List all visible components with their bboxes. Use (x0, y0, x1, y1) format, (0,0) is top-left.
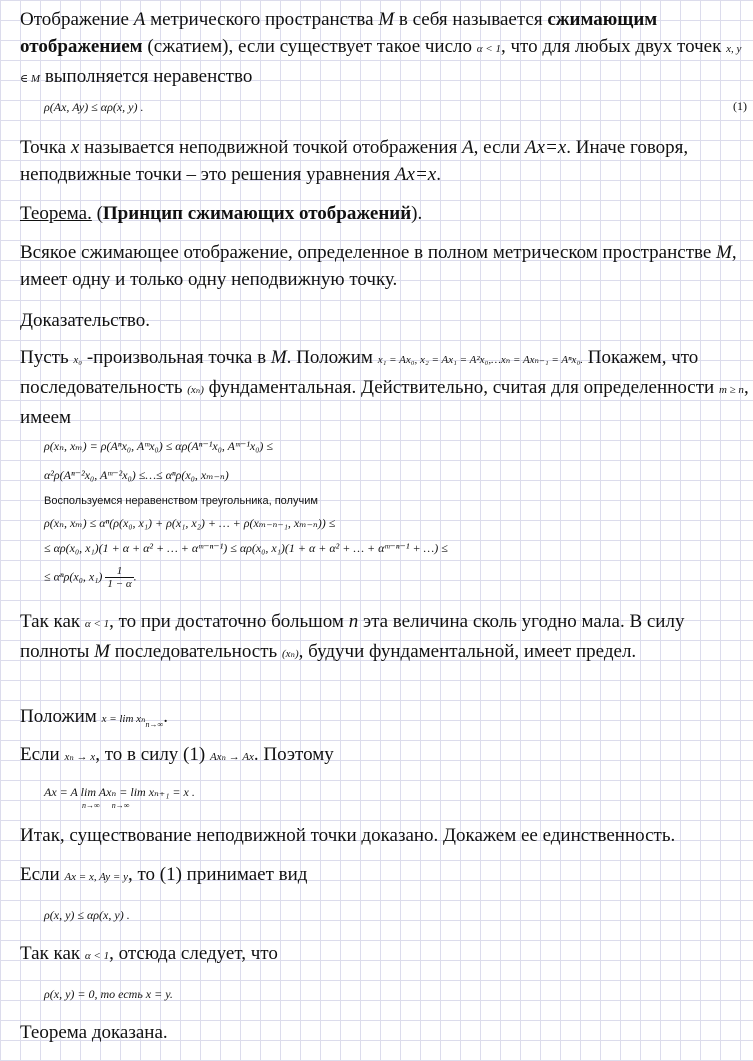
paragraph-contraction-definition (20, 6, 750, 93)
text: последовательность (109, 641, 282, 662)
paragraph-set-limit (20, 703, 750, 738)
text: . (163, 706, 168, 727)
formula-Ax-eq-x: Ax=x (394, 164, 437, 185)
theorem-statement (20, 239, 750, 293)
equation-2 (44, 782, 195, 810)
theorem-title: Принцип сжимающих отображений (102, 203, 412, 224)
text: , отсюда следует, что (109, 943, 278, 964)
formula-sequence: x₁ = Ax₀, x₂ = Ax₁ = A²x₀,…xₙ = Axₙ₋₁ = Aⁿx₀. (377, 354, 584, 366)
fraction-denominator: 1 − α (107, 578, 132, 590)
formula-alpha-lt-1: α < 1 (84, 950, 110, 962)
text: в себя называется (394, 9, 548, 30)
equation-3: ρ(x, y) ≤ αρ(x, y) . (44, 908, 130, 922)
derivation-line-5: ≤ αρ(x₀, x₁)(1 + α + α² + … + αᵐ⁻ⁿ⁻¹) ≤ αρ(x₀, x₁)(1 + α + α² + … + αᵐ⁻ⁿ⁻¹ + …) ≤ (44, 541, 448, 555)
equation-2-subscripts: n→∞ n→∞ (82, 801, 130, 810)
equation-1 (44, 97, 143, 117)
derivation-line-2: α²ρ(Aⁿ⁻²x₀, Aᵐ⁻²x₀) ≤…≤ αⁿρ(x₀, xₘ₋ₙ) (44, 468, 229, 482)
text: , то (1) принимает вид (127, 864, 308, 885)
symbol-n: n (348, 611, 359, 632)
equation-1-number: (1) (733, 99, 747, 113)
text: Если (20, 744, 65, 765)
formula-xn-to-x: xₙ → x (64, 751, 96, 763)
term-contraction-mapping: сжимающим отображением (20, 9, 658, 57)
text: . Поэтому (253, 744, 334, 765)
symbol-x: x (70, 137, 80, 158)
text: выполняется неравенство (40, 66, 253, 87)
text: , имеет одну и только одну неподвижную точку. (20, 242, 737, 290)
text: (сжатием), если существует такое число (142, 36, 477, 57)
formula-Axn-to-Ax: Axₙ → Ax (209, 751, 254, 763)
equation-1-text: ρ(Ax, Ay) ≤ αρ(x, y) . (44, 100, 144, 114)
symbol-A: A (133, 9, 146, 30)
equation-2-text: Ax = A lim Axₙ = lim xₙ₊₁ = x . (44, 785, 195, 799)
symbol-M: M (378, 9, 395, 30)
text: метрического пространства (145, 9, 379, 30)
text: . (436, 164, 441, 185)
text: Так как (20, 611, 85, 632)
text: Так как (20, 943, 85, 964)
paragraph-fixed-point (20, 134, 750, 188)
symbol-A: A (462, 137, 474, 158)
fraction (105, 565, 133, 590)
text: , что для любых двух точек (500, 36, 727, 57)
text: Положим (20, 706, 102, 727)
text: Если (20, 864, 65, 885)
formula-alpha-lt-1: α < 1 (84, 618, 110, 630)
derivation-line-6-text: ≤ αⁿρ(x₀, x₁) (44, 569, 103, 584)
text: Отображение (20, 9, 134, 30)
text: Пусть (20, 347, 74, 368)
paragraph-limit-exists (20, 608, 750, 668)
text: фундаментальная. Действительно, считая для определенности (203, 377, 719, 398)
symbol-M: M (94, 641, 110, 662)
text: , имеем (20, 377, 749, 428)
theorem-proved: Теорема доказана. (20, 1022, 168, 1043)
formula-m-ge-n: m ≥ n (718, 384, 744, 396)
text: ). (411, 203, 423, 224)
text: , то при достаточно большом (109, 611, 349, 632)
text: , будучи фундаментальной, имеет предел. (298, 641, 637, 662)
limit-subscript: n→∞ (145, 719, 164, 729)
formula-xn: (xₙ) (281, 648, 299, 660)
symbol-M: M (270, 347, 287, 368)
theorem-heading (20, 200, 750, 227)
formula-alpha-lt-1: α < 1 (476, 43, 501, 55)
formula-Ax-eq-x: Ax=x (524, 137, 567, 158)
paragraph-sequence (20, 344, 750, 431)
equation-4: ρ(x, y) = 0, то есть x = y. (44, 987, 173, 1001)
formula-xy-in-M: x, y ∈ M (20, 43, 742, 85)
text: Покажем, что последовательность (20, 347, 699, 398)
text: эта величина сколь угодно мала. В силу полноты (20, 611, 685, 662)
derivation-line-1: ρ(xₙ, xₘ) = ρ(Aⁿx₀, Aᵐx₀) ≤ αρ(Aⁿ⁻¹x₀, Aᵐ⁻¹x₀) ≤ (44, 439, 274, 453)
text: называется неподвижной точкой отображения (79, 137, 463, 158)
text: -произвольная точка в (82, 347, 271, 368)
proof-label: Доказательство. (20, 310, 150, 331)
text: Всякое сжимающее отображение, определенное в полном метрическом пространстве (20, 242, 717, 263)
paragraph-continuity (20, 741, 750, 771)
paragraph-conclusion (20, 940, 750, 970)
text: . (133, 569, 137, 584)
text: . Иначе говоря, неподвижные точки – это решения уравнения (20, 137, 689, 185)
derivation-line-6 (44, 565, 137, 590)
text: . Положим (286, 347, 378, 368)
text: , то в силу (1) (95, 744, 210, 765)
paragraph-existence-proved: Итак, существование неподвижной точки доказано. Докажем ее единственность. (20, 825, 676, 846)
derivation-line-4: ρ(xₙ, xₘ) ≤ αⁿ(ρ(x₀, x₁) + ρ(x₁, x₂) + … + ρ(xₘ₋ₙ₋₁, xₘ₋ₙ)) ≤ (44, 516, 336, 530)
fraction-numerator: 1 (105, 565, 133, 578)
text: ( (91, 203, 103, 224)
paragraph-uniqueness (20, 861, 750, 891)
formula-two-fixed-points: Ax = x, Ay = y (64, 871, 128, 883)
symbol-x0: x₀ (73, 354, 83, 366)
symbol-M: M (716, 242, 732, 263)
formula-limit: x = lim xₙ (101, 713, 146, 725)
formula-xn: (xₙ) (187, 384, 204, 396)
text: , если (473, 137, 525, 158)
theorem-label: Теорема. (20, 203, 92, 224)
text: Точка (20, 137, 71, 158)
derivation-line-3: Воспользуемся неравенством треугольника, получим (44, 495, 318, 507)
